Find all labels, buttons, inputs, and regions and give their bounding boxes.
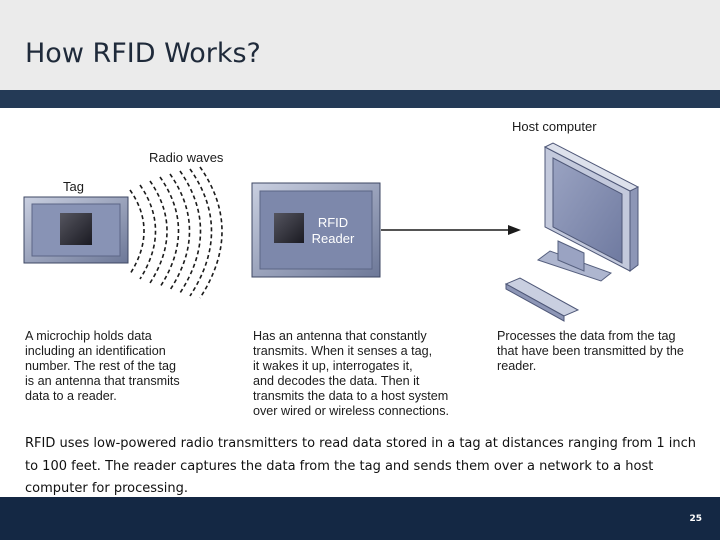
- tag-desc-line: including an identification: [25, 344, 166, 358]
- page-number: 25: [689, 514, 702, 524]
- tag-desc-line: data to a reader.: [25, 389, 117, 403]
- rfid-diagram: [18, 113, 708, 420]
- reader-name-line2: Reader: [311, 231, 355, 246]
- tag-desc-line: number. The rest of the tag: [25, 359, 176, 373]
- arrow-to-host: [381, 225, 521, 235]
- reader-desc-line: Has an antenna that constantly: [253, 329, 427, 343]
- keyboard-icon: [506, 278, 578, 316]
- host-computer-label: Host computer: [512, 119, 597, 134]
- reader-chip: [274, 213, 304, 243]
- radio-waves-icon: [130, 167, 222, 298]
- reader-desc-line: transmits. When it senses a tag,: [253, 344, 433, 358]
- reader-desc-line: transmits the data to a host system: [253, 389, 449, 403]
- reader-desc-line: over wired or wireless connections.: [253, 404, 449, 418]
- host-description: [497, 329, 707, 374]
- tag-description: [25, 329, 225, 404]
- reader-desc-line: and decodes the data. Then it: [253, 374, 420, 388]
- slide-title: How RFID Works?: [25, 38, 261, 69]
- tag-desc-line: is an antenna that transmits: [25, 374, 180, 388]
- reader-desc-line: it wakes it up, interrogates it,: [253, 359, 413, 373]
- slide-caption: RFID uses low-powered radio transmitters to read data stored in a tag at distances ranging from 1 inch to 100 feet. The reader captures the data from the tag and sends them over a network to a host computer for processing.: [25, 436, 697, 496]
- host-desc-line: Processes the data from the tag: [497, 329, 676, 343]
- footer-bar: [0, 497, 720, 540]
- host-desc-line: that have been transmitted by the: [497, 344, 684, 358]
- radio-waves-label: Radio waves: [149, 150, 224, 165]
- host-computer-icon: [506, 143, 638, 321]
- reader-description: [253, 329, 483, 419]
- title-divider: [0, 90, 720, 108]
- tag-label: Tag: [63, 179, 84, 194]
- tag-desc-line: A microchip holds data: [25, 329, 152, 343]
- host-desc-line: reader.: [497, 359, 537, 373]
- reader-name: [308, 215, 358, 247]
- tag-card: [24, 197, 128, 263]
- reader-name-line1: RFID: [317, 215, 349, 230]
- tag-chip: [60, 213, 92, 245]
